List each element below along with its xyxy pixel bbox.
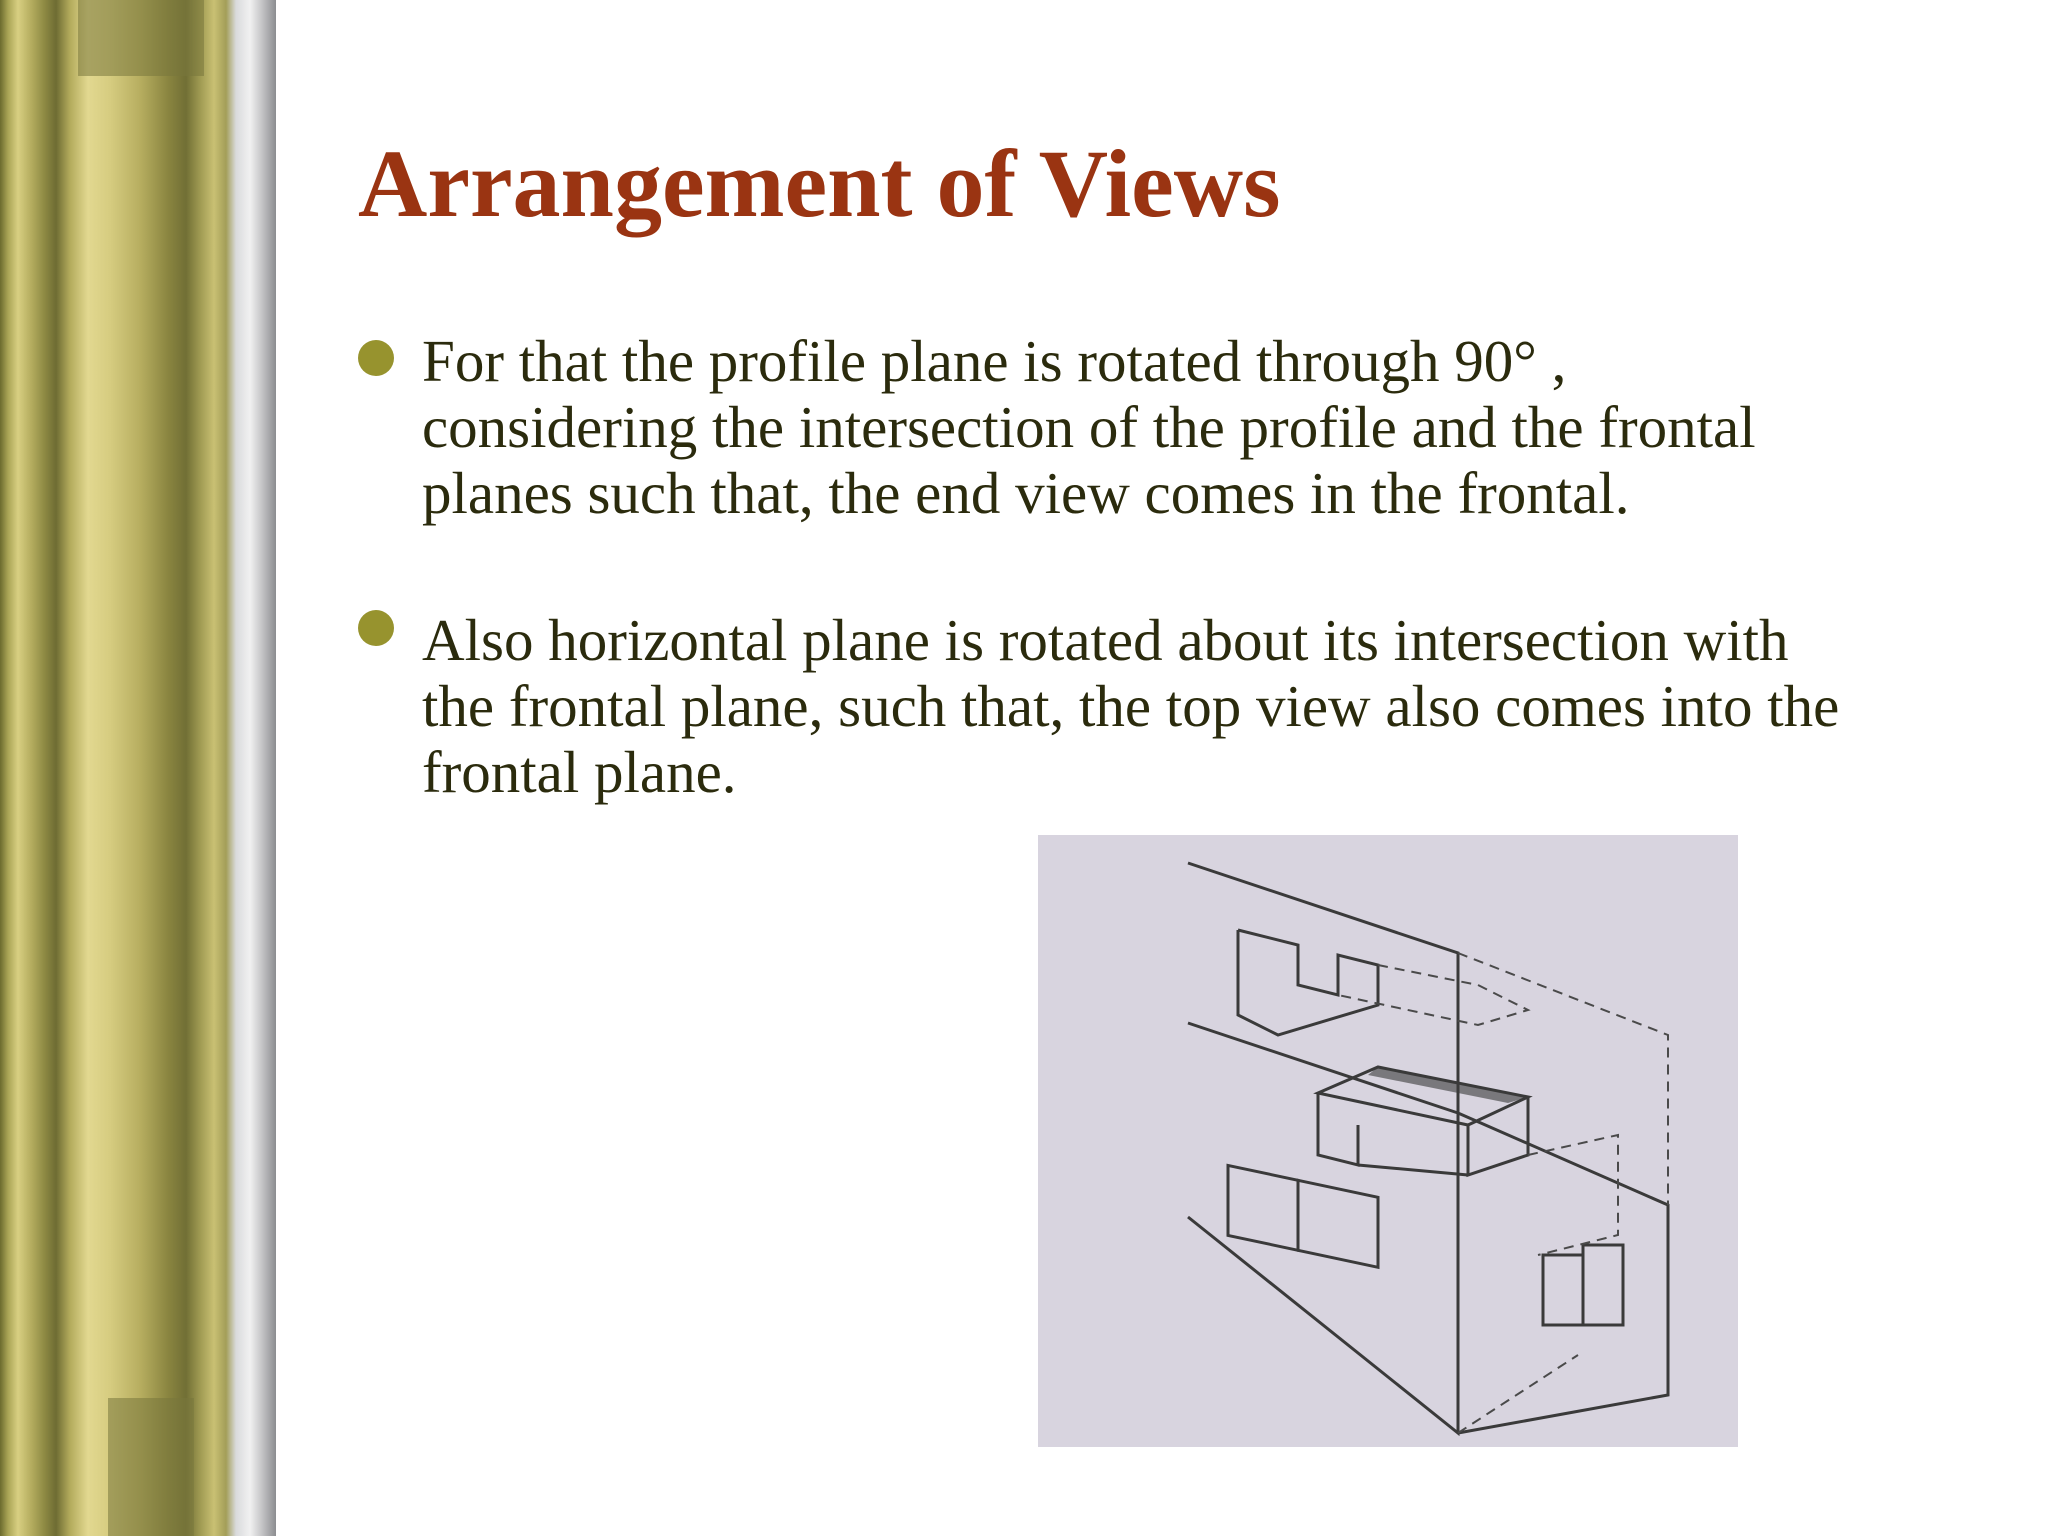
block-body — [1468, 1097, 1528, 1175]
bullet-text-1: For that the profile plane is rotated through 90° , considering the intersection of the profile and the frontal planes such that, the end view comes in the frontal. — [422, 328, 1756, 526]
frontal-plane — [1458, 1113, 1668, 1433]
projection-planes-diagram — [1038, 835, 1738, 1447]
end-view-outline — [1238, 930, 1378, 1035]
sidebar-ornament-bottom — [108, 1398, 194, 1536]
ground-line — [1188, 1023, 1458, 1113]
diagram-drawing — [1038, 835, 1738, 1447]
projector-side — [1528, 1135, 1618, 1255]
front-view-right — [1298, 1180, 1378, 1267]
decorative-sidebar — [0, 0, 276, 1536]
bullet-marker — [358, 340, 394, 376]
side-view-right — [1583, 1245, 1623, 1325]
slide-title: Arrangement of Views — [358, 130, 1281, 237]
profile-plane — [1188, 863, 1458, 1433]
side-view-left — [1543, 1255, 1583, 1325]
bullet-text-2: Also horizontal plane is rotated about its intersection with the frontal plane, such that, the top view also comes into the frontal plane. — [422, 607, 1840, 805]
projector-top — [1338, 965, 1528, 1025]
sidebar-ornament-top — [78, 0, 204, 76]
block-base — [1358, 1165, 1468, 1175]
bullet-marker — [358, 610, 394, 646]
front-view-left — [1228, 1165, 1298, 1250]
block-front — [1318, 1093, 1358, 1165]
block-shading — [1368, 1067, 1528, 1103]
